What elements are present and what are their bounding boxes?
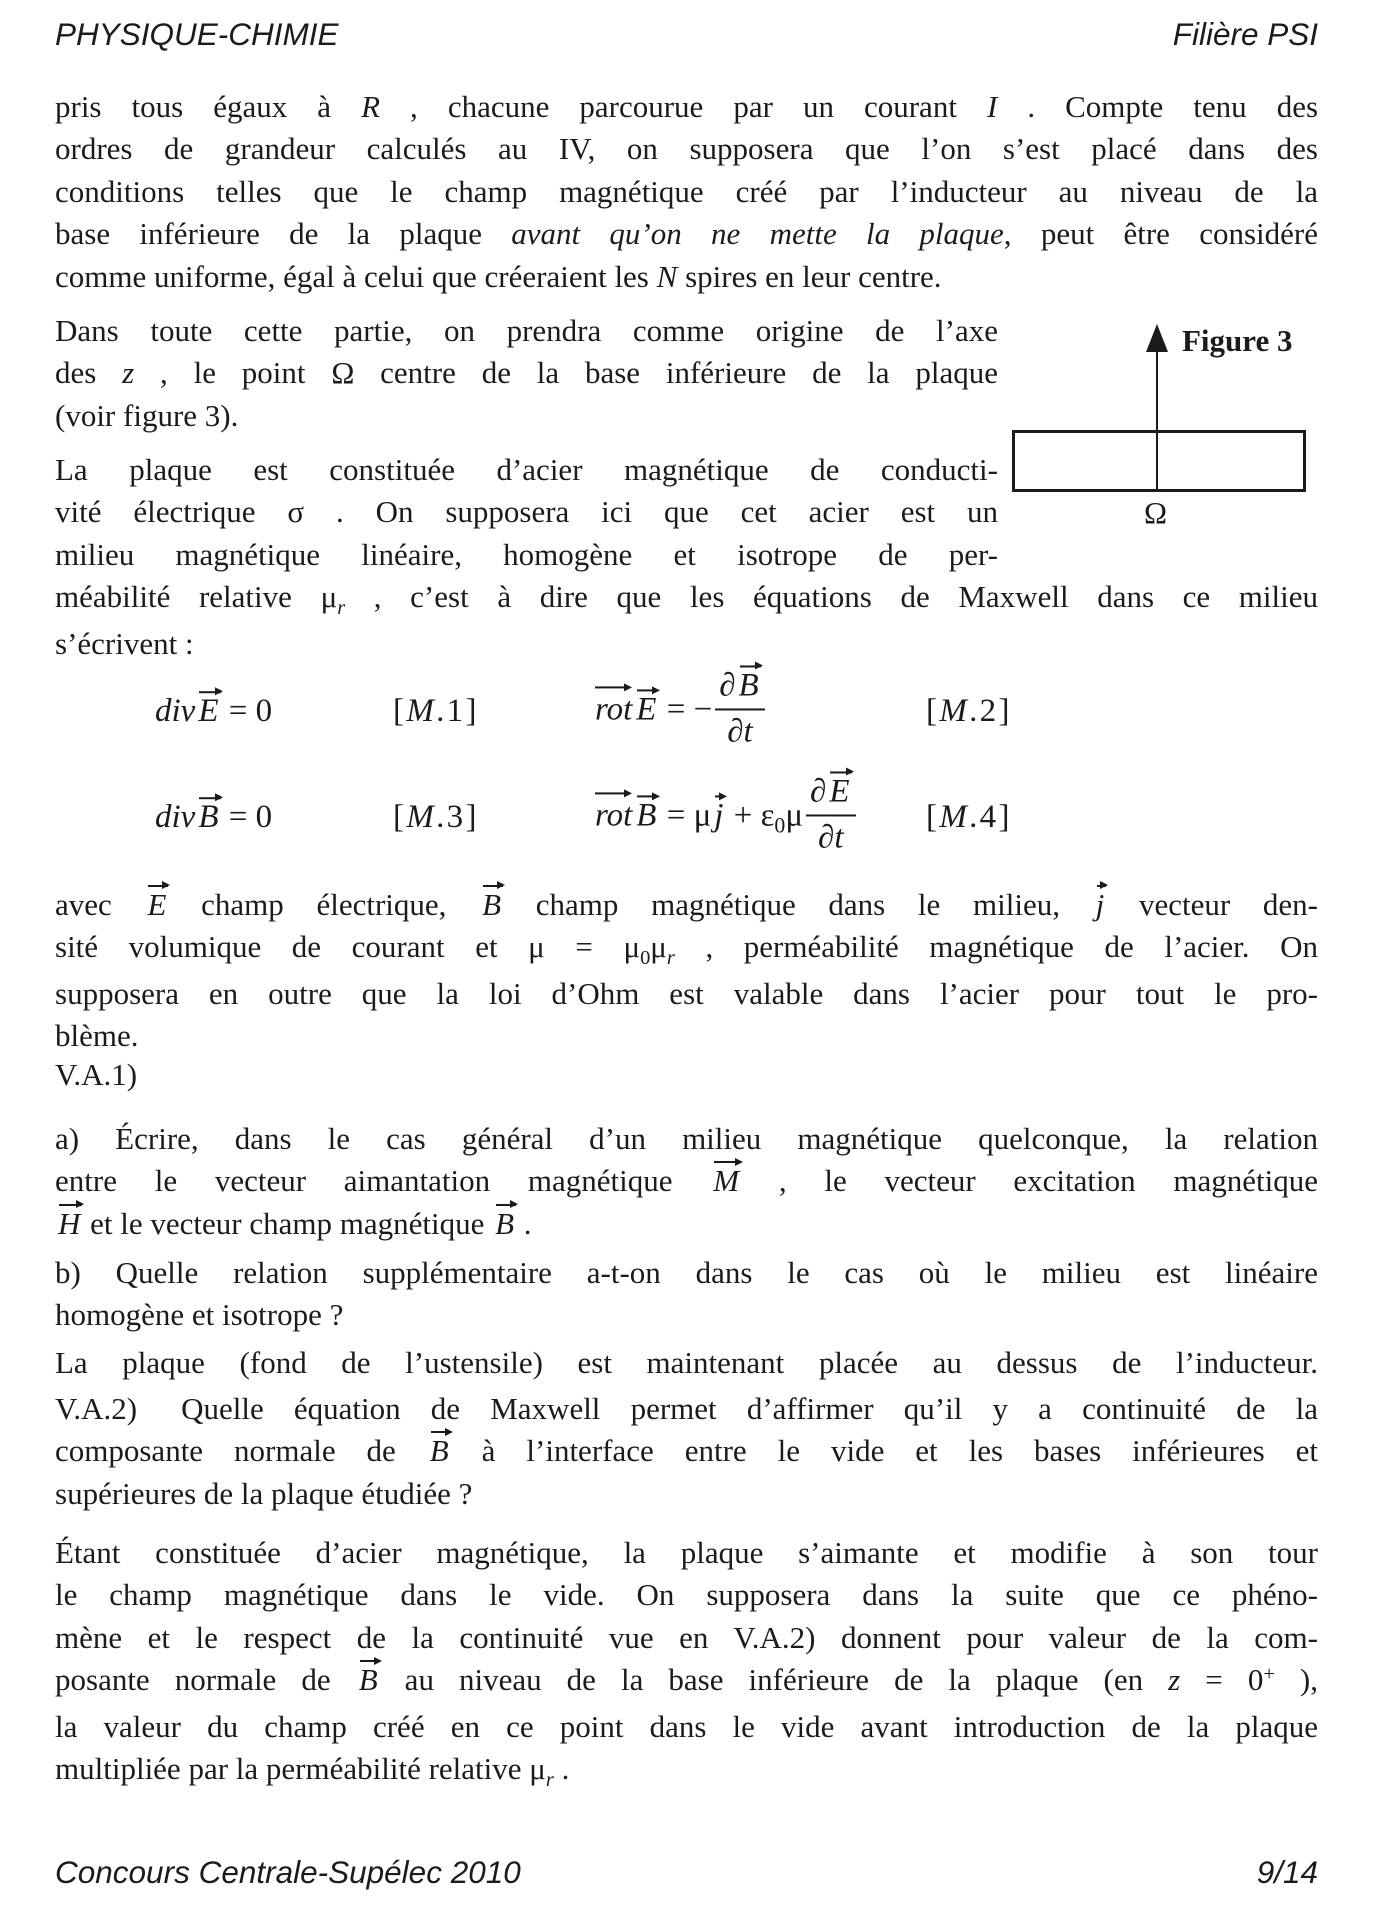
text-line xyxy=(55,926,1318,972)
vector-notation xyxy=(595,691,633,728)
text-segment: = 0 xyxy=(220,799,273,836)
text-segment: entre le vecteur aimantation magnétique xyxy=(55,1163,711,1199)
text-line xyxy=(55,1617,1318,1659)
text-segment: 0 xyxy=(774,813,786,838)
text-segment: au niveau de la base inférieure de la plaque (en xyxy=(379,1662,1169,1698)
vector-arrow-icon xyxy=(740,665,761,667)
text-segment: ] xyxy=(465,693,479,730)
text-segment: , chacune parcourue par un courant xyxy=(380,89,987,124)
vector-notation xyxy=(636,797,657,834)
text-line xyxy=(55,1532,1318,1574)
text-segment: (voir figure 3). xyxy=(55,397,239,433)
fraction-denominator xyxy=(715,710,764,752)
text-line xyxy=(55,576,1318,622)
text-line xyxy=(55,1015,1318,1057)
text-segment: , perméabilité magnétique de l’acier. On xyxy=(674,929,1318,965)
page-footer xyxy=(55,1854,1318,1890)
text-segment: t xyxy=(834,819,844,856)
text-segment: spires en leur centre. xyxy=(677,258,942,294)
vector-letter: j xyxy=(1095,887,1105,922)
text-line xyxy=(55,534,998,576)
equation-tag-m1 xyxy=(393,692,479,732)
text-segment: ordres de grandeur calculés au IV, on supposera que l’on s’est placé dans des xyxy=(55,131,1318,167)
text-line xyxy=(55,1160,1318,1202)
vector-letter: B xyxy=(636,797,657,834)
text-segment: div xyxy=(155,799,196,836)
text-line xyxy=(55,128,1318,170)
text-segment: μ xyxy=(785,797,804,834)
vector-arrow-icon xyxy=(496,1204,516,1206)
text-segment: r xyxy=(337,596,346,619)
vector-notation xyxy=(714,797,724,834)
text-segment: ] xyxy=(465,799,479,836)
text-line xyxy=(55,1748,1318,1794)
vector-arrow-icon xyxy=(595,687,630,689)
vector-letter: B xyxy=(198,799,219,836)
section-heading: V.A.1) xyxy=(55,1057,138,1092)
vector-notation xyxy=(58,1205,81,1241)
text-segment: μ xyxy=(650,929,667,965)
text-line xyxy=(55,491,998,533)
text-segment: , le vecteur excitation magnétique xyxy=(741,1163,1319,1199)
text-segment: .2 xyxy=(969,693,999,730)
text-segment: champ électrique, xyxy=(168,887,480,922)
vector-arrow-icon xyxy=(483,885,503,887)
text-line xyxy=(55,1252,1318,1294)
vector-notation xyxy=(1096,889,1105,920)
text-segment: div xyxy=(155,693,196,730)
header-track: Filière PSI xyxy=(1172,16,1318,52)
text-segment: supérieures de la plaque étudiée ? xyxy=(55,1475,473,1511)
text-segment: = μ xyxy=(658,797,712,834)
vector-letter: B xyxy=(482,887,502,922)
paragraph-origin xyxy=(55,310,1318,437)
text-segment: et le vecteur champ magnétique xyxy=(82,1205,493,1241)
text-segment: .3 xyxy=(436,799,466,836)
text-segment: vité électrique xyxy=(55,494,288,530)
text-segment: homogène et isotrope ? xyxy=(55,1297,344,1333)
vector-arrow-icon xyxy=(714,1161,741,1163)
text-segment: s’écrivent : xyxy=(55,625,194,661)
equation-lhs xyxy=(595,692,712,728)
vector-letter: j xyxy=(714,797,724,834)
text-segment: . xyxy=(553,1751,570,1787)
text-segment: supposera en outre que la loi d’Ohm est valable dans l’acier pour tout le pro- xyxy=(55,975,1318,1011)
text-segment: Dans toute cette partie, on prendra comme origine de l’axe xyxy=(55,313,998,348)
vector-letter: E xyxy=(147,887,167,922)
text-line xyxy=(55,310,998,352)
question-a xyxy=(55,1118,1318,1245)
vector-letter: rot xyxy=(595,691,633,728)
text-segment: .4 xyxy=(969,799,999,836)
text-line xyxy=(55,1388,1318,1430)
text-segment: ), xyxy=(1274,1662,1318,1698)
text-segment: = − xyxy=(658,691,713,728)
text-line xyxy=(55,449,998,491)
vector-notation xyxy=(429,1433,449,1469)
text-segment: La plaque est constituée d’acier magnétique de conducti- xyxy=(55,452,998,487)
vector-arrow-icon xyxy=(59,1204,82,1206)
text-segment: . On supposera ici que cet acier est un xyxy=(304,494,998,530)
vector-letter: E xyxy=(829,773,850,810)
text-line xyxy=(55,884,1318,926)
equation-m2 xyxy=(595,666,768,757)
question-b xyxy=(55,1252,1318,1337)
text-segment: conditions telles que le champ magnétique créé par l’inducteur au niveau de la xyxy=(55,173,1318,209)
text-segment: Ω xyxy=(331,355,355,391)
text-segment: a) Écrire, dans le cas général d’un milieu magnétique quelconque, la relation xyxy=(55,1121,1318,1156)
vector-arrow-icon xyxy=(1097,885,1107,887)
text-segment: [ xyxy=(926,693,940,730)
text-segment: mène et le respect de la continuité vue en V.A.2) donnent pour valeur de la com- xyxy=(55,1619,1318,1655)
equation-m1 xyxy=(155,692,272,732)
text-segment: la valeur du champ créé en ce point dans le vide avant introduction de la plaque xyxy=(55,1708,1318,1744)
text-segment: M xyxy=(939,693,970,730)
text-segment: μ xyxy=(528,929,545,965)
text-segment: comme uniforme, égal à celui que créeraient les xyxy=(55,258,657,294)
text-line xyxy=(55,973,1318,1015)
text-segment: [ xyxy=(393,799,407,836)
fraction xyxy=(806,766,855,857)
paragraph-aimantation xyxy=(55,1532,1318,1794)
vector-notation xyxy=(595,797,633,834)
text-segment: 0 xyxy=(640,946,651,969)
text-segment: multipliée par la perméabilité relative xyxy=(55,1751,530,1787)
text-line xyxy=(55,1203,1318,1245)
text-line xyxy=(55,1706,1318,1748)
vector-notation xyxy=(198,801,218,834)
section-va2 xyxy=(55,1388,1318,1515)
text-segment: + xyxy=(1263,1663,1275,1685)
text-segment: z xyxy=(1168,1662,1181,1698)
vector-notation xyxy=(198,695,218,728)
text-segment: avec xyxy=(55,887,145,922)
text-segment: = 0 xyxy=(220,693,273,730)
vector-letter: M xyxy=(713,1163,740,1199)
text-segment: b) Quelle relation supplémentaire a-t-on dans le cas où le milieu est linéaire xyxy=(55,1255,1318,1290)
text-segment: M xyxy=(406,693,437,730)
text-segment: N xyxy=(656,258,678,294)
fraction-numerator xyxy=(715,660,764,710)
equation-m4 xyxy=(595,772,859,863)
text-segment: méabilité relative xyxy=(55,579,321,615)
vector-letter: H xyxy=(58,1205,81,1241)
text-segment: blème. xyxy=(55,1018,139,1054)
section-va1 xyxy=(55,1054,1318,1096)
vector-notation xyxy=(636,691,657,728)
vector-arrow-icon xyxy=(715,796,725,798)
fraction-numerator xyxy=(806,766,855,816)
text-segment: ] xyxy=(998,799,1012,836)
text-segment: μ xyxy=(320,579,338,615)
vector-letter: E xyxy=(198,693,219,730)
text-segment: avant qu’on ne mette la plaque xyxy=(511,216,1004,252)
vector-notation xyxy=(739,669,759,702)
text-segment: z xyxy=(122,355,135,391)
text-line xyxy=(55,1659,1318,1705)
text-line xyxy=(55,1430,1318,1472)
footer-page-number: 9/14 xyxy=(1256,1854,1318,1890)
text-segment: ] xyxy=(998,693,1012,730)
text-segment: La plaque (fond de l’ustensile) est maintenant placée au dessus de l’inducteur. xyxy=(55,1345,1318,1380)
equation-tag-m2 xyxy=(926,692,1012,732)
equation-row-2 xyxy=(55,758,1318,878)
vector-arrow-icon xyxy=(431,1431,451,1433)
equation-tag-m3 xyxy=(393,798,479,838)
text-segment: Étant constituée d’acier magnétique, la plaque s’aimante et modifie à son tour xyxy=(55,1535,1318,1570)
text-segment: ∂ xyxy=(727,713,744,750)
text-segment: .1 xyxy=(436,693,466,730)
text-line xyxy=(55,171,1318,213)
text-line xyxy=(55,86,1318,128)
vector-arrow-icon xyxy=(199,691,220,693)
text-segment: t xyxy=(743,713,753,750)
text-segment: sité volumique de courant et xyxy=(55,929,529,965)
text-segment: composante normale de xyxy=(55,1433,427,1469)
text-segment: à l’interface entre le vide et les bases inférieures et xyxy=(450,1433,1318,1469)
vector-notation xyxy=(495,1205,515,1241)
paragraph-notation xyxy=(55,884,1318,1058)
fraction xyxy=(715,660,764,751)
vector-arrow-icon xyxy=(360,1660,380,1662)
vector-arrow-icon xyxy=(830,771,851,773)
text-line xyxy=(55,1574,1318,1616)
page-header xyxy=(55,16,1318,52)
equation-m3 xyxy=(155,798,272,838)
text-segment: base inférieure de la plaque xyxy=(55,216,512,252)
text-segment: ∂ xyxy=(818,819,835,856)
vector-letter: B xyxy=(358,1662,378,1698)
text-segment: pris tous égaux à xyxy=(55,89,362,124)
paragraph-ustensile xyxy=(55,1342,1318,1384)
paragraph-plaque xyxy=(55,449,1318,665)
text-segment: , peut être considéré xyxy=(1003,216,1318,252)
text-segment: r xyxy=(545,1768,554,1791)
header-subject: PHYSIQUE-CHIMIE xyxy=(55,16,339,52)
vector-arrow-icon xyxy=(148,885,168,887)
vector-notation xyxy=(358,1662,378,1698)
equation-tag-m4 xyxy=(926,798,1012,838)
text-segment: posante normale de xyxy=(55,1662,356,1698)
text-line xyxy=(55,1342,1318,1384)
text-line xyxy=(55,1473,1318,1515)
origin-label: Ω xyxy=(1144,495,1168,530)
text-line xyxy=(55,256,1318,298)
text-segment: centre de la base inférieure de la plaque xyxy=(354,355,998,391)
text-segment: = xyxy=(544,929,624,965)
text-segment: ∂ xyxy=(719,667,736,704)
text-segment: M xyxy=(406,799,437,836)
text-segment: . Compte tenu des xyxy=(997,89,1319,124)
figure-caption: Figure 3 xyxy=(1182,323,1293,358)
text-line xyxy=(55,1118,1318,1160)
vector-notation xyxy=(713,1163,740,1199)
vector-letter: rot xyxy=(595,797,633,834)
text-segment: r xyxy=(666,946,675,969)
vector-letter: B xyxy=(738,667,759,704)
text-segment: M xyxy=(939,799,970,836)
text-line xyxy=(55,395,998,437)
equation-row-1 xyxy=(55,652,1318,772)
text-segment: , c’est à dire que les équations de Maxwell dans ce milieu xyxy=(345,579,1319,615)
text-segment: , le point xyxy=(134,355,332,391)
fraction-denominator xyxy=(806,816,855,858)
vector-letter: E xyxy=(636,691,657,728)
text-segment: σ xyxy=(287,494,305,530)
vector-arrow-icon xyxy=(199,797,220,799)
text-line xyxy=(55,1294,1318,1336)
text-segment: R xyxy=(361,89,381,124)
text-segment: [ xyxy=(926,799,940,836)
vector-arrow-icon xyxy=(637,690,658,692)
paragraph-intro xyxy=(55,86,1318,298)
text-segment: . xyxy=(516,1205,532,1241)
text-segment: + ε xyxy=(725,797,775,834)
text-segment: le champ magnétique dans le vide. On supposera dans la suite que ce phéno- xyxy=(55,1577,1318,1613)
text-segment: [ xyxy=(393,693,407,730)
vector-letter: B xyxy=(429,1433,449,1469)
vector-notation xyxy=(482,889,501,920)
text-segment: ∂ xyxy=(810,773,827,810)
vector-notation xyxy=(147,889,166,920)
text-segment: vecteur den- xyxy=(1106,887,1318,922)
text-segment: V.A.2) xyxy=(55,1391,138,1426)
text-segment: des xyxy=(55,355,123,391)
text-segment: μ xyxy=(529,1751,546,1787)
vector-letter: B xyxy=(495,1205,515,1241)
text-segment: μ xyxy=(623,929,641,965)
text-segment: champ magnétique dans le milieu, xyxy=(503,887,1093,922)
text-segment: = 0 xyxy=(1180,1662,1264,1698)
footer-exam-name: Concours Centrale-Supélec 2010 xyxy=(55,1854,521,1890)
vector-notation xyxy=(829,775,849,808)
text-line xyxy=(55,213,1318,255)
equation-lhs xyxy=(595,797,804,838)
vector-arrow-icon xyxy=(595,793,630,795)
text-segment: Quelle équation de Maxwell permet d’affirmer qu’il y a continuité de la xyxy=(181,1391,1318,1426)
text-segment: milieu magnétique linéaire, homogène et isotrope de per- xyxy=(55,536,998,572)
text-line xyxy=(55,352,998,394)
text-segment: I xyxy=(986,89,998,124)
vector-arrow-icon xyxy=(637,796,658,798)
